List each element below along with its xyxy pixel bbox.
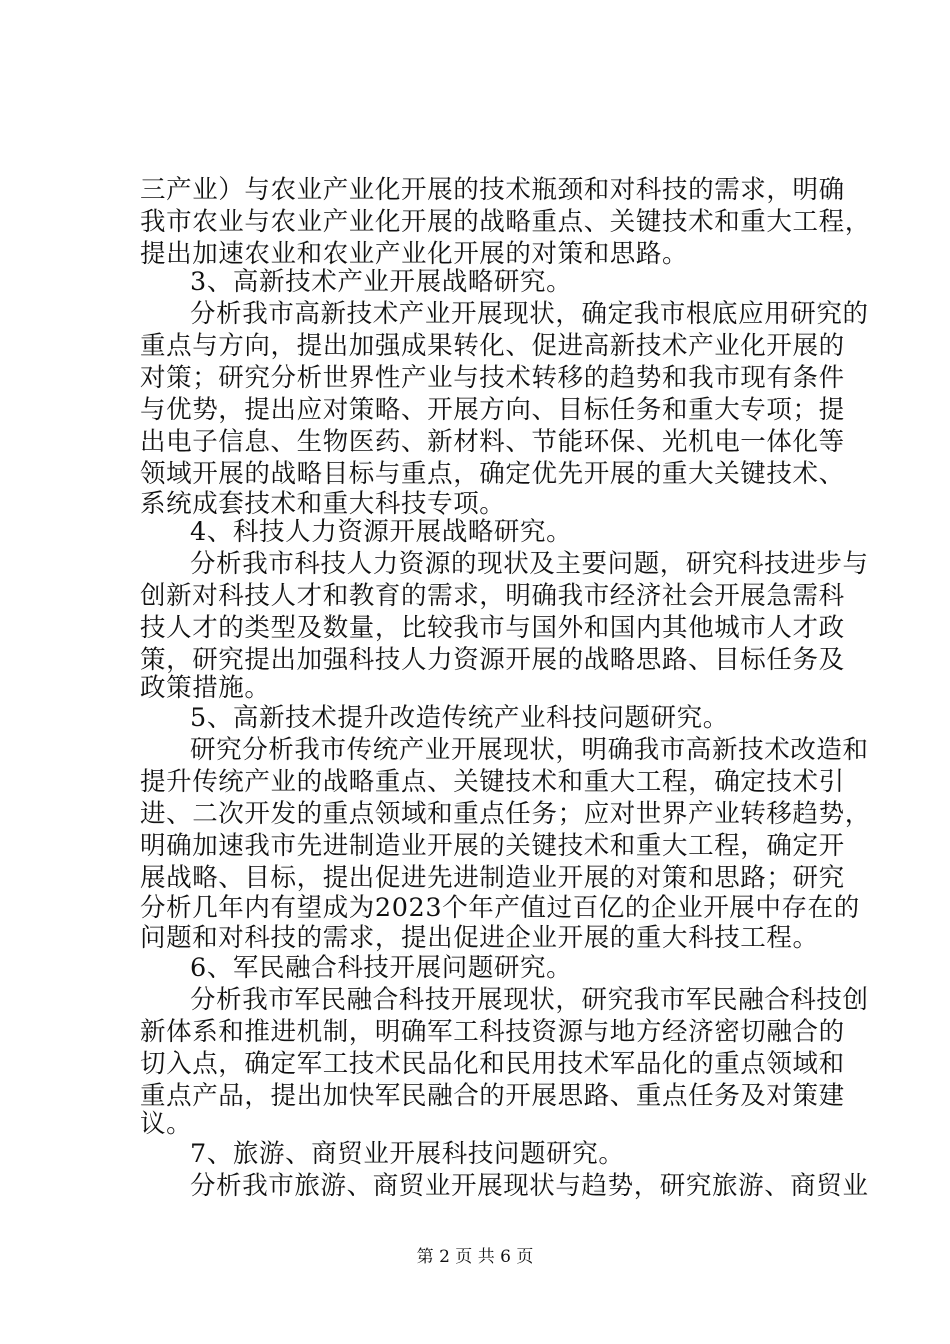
text-line: 创新对科技人才和教育的需求，明确我市经济社会开展急需科 (140, 581, 845, 611)
text-line: 对策；研究分析世界性产业与技术转移的趋势和我市现有条件 (140, 363, 845, 393)
text-line: 展战略、目标，提出促进先进制造业开展的对策和思路；研究 (140, 863, 845, 893)
section-heading-6: 6、军民融合科技开展问题研究。 (190, 953, 573, 983)
text-line: 分析几年内有望成为2023个年产值过百亿的企业开展中存在的 (140, 893, 860, 923)
text-line: 提出加速农业和农业产业化开展的对策和思路。 (140, 239, 689, 269)
text-line: 技人才的类型及数量，比较我市与国外和国内其他城市人才政 (140, 613, 845, 643)
text-line: 政策措施。 (140, 673, 271, 703)
text-line: 问题和对科技的需求，提出促进企业开展的重大科技工程。 (140, 923, 819, 953)
text-line: 明确加速我市先进制造业开展的关键技术和重大工程，确定开 (140, 831, 845, 861)
text-line: 分析我市旅游、商贸业开展现状与趋势，研究旅游、商贸业 (190, 1171, 869, 1201)
text-line: 新体系和推进机制，明确军工科技资源与地方经济密切融合的 (140, 1017, 845, 1047)
section-heading-5: 5、高新技术提升改造传统产业科技问题研究。 (190, 703, 729, 733)
text-line: 与优势，提出应对策略、开展方向、目标任务和重大专项；提 (140, 395, 845, 425)
text-line: 重点与方向，提出加强成果转化、促进高新技术产业化开展的 (140, 331, 845, 361)
text-line: 重点产品，提出加快军民融合的开展思路、重点任务及对策建 (140, 1081, 845, 1111)
text-line: 三产业）与农业产业化开展的技术瓶颈和对科技的需求，明确 (140, 175, 845, 205)
text-line: 提升传统产业的战略重点、关键技术和重大工程，确定技术引 (140, 767, 845, 797)
section-heading-7: 7、旅游、商贸业开展科技问题研究。 (190, 1139, 625, 1169)
text-line: 切入点，确定军工技术民品化和民用技术军品化的重点领域和 (140, 1049, 845, 1079)
text-line: 议。 (140, 1109, 193, 1139)
text-line: 分析我市军民融合科技开展现状，研究我市军民融合科技创 (190, 985, 869, 1015)
text-line: 分析我市高新技术产业开展现状，确定我市根底应用研究的 (190, 299, 869, 329)
text-line: 分析我市科技人力资源的现状及主要问题，研究科技进步与 (190, 549, 869, 579)
text-line: 我市农业与农业产业化开展的战略重点、关键技术和重大工程， (140, 207, 871, 237)
text-line: 策，研究提出加强科技人力资源开展的战略思路、目标任务及 (140, 645, 845, 675)
text-line: 研究分析我市传统产业开展现状，明确我市高新技术改造和 (190, 735, 869, 765)
text-line: 进、二次开发的重点领域和重点任务；应对世界产业转移趋势， (140, 799, 871, 829)
section-heading-4: 4、科技人力资源开展战略研究。 (190, 517, 573, 547)
section-heading-3: 3、高新技术产业开展战略研究。 (190, 267, 573, 297)
text-line: 领域开展的战略目标与重点，确定优先开展的重大关键技术、 (140, 459, 845, 489)
text-line: 系统成套技术和重大科技专项。 (140, 489, 506, 519)
text-line: 出电子信息、生物医药、新材料、节能环保、光机电一体化等 (140, 427, 845, 457)
page-number-footer: 第 2 页 共 6 页 (416, 1247, 534, 1267)
